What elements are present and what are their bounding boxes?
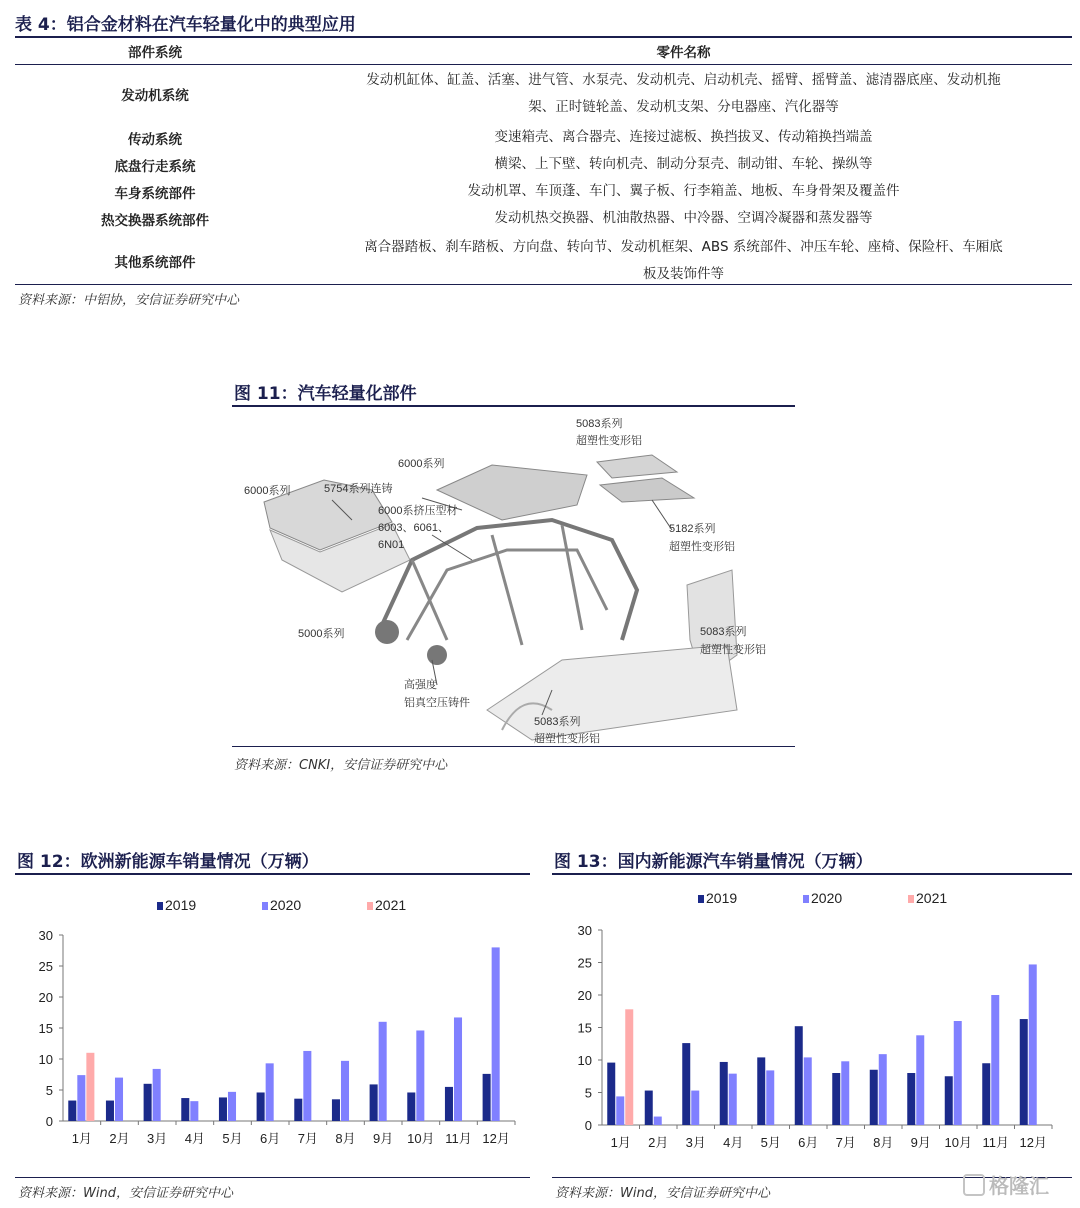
table4-parts: 发动机罩、车顶蓬、车门、翼子板、行李箱盖、地板、车身骨架及覆盖件: [467, 183, 900, 199]
bar-2019: [106, 1101, 114, 1121]
y-tick-label: 30: [577, 923, 592, 938]
legend-label-2020: 2020: [811, 890, 843, 906]
x-tick-label: 4月: [723, 1135, 744, 1150]
label-inner: 5000系列: [298, 628, 345, 640]
label-roof: 6000系列: [398, 458, 445, 470]
label-hood: 6000系列: [244, 485, 291, 497]
y-tick-label: 25: [38, 959, 53, 974]
legend-swatch-2021: [908, 895, 914, 903]
y-tick-label: 25: [577, 955, 592, 971]
table4-parts-line: 板及装饰件等: [643, 266, 724, 282]
bar-2020: [729, 1074, 737, 1125]
bar-2020: [492, 947, 500, 1121]
x-tick-label: 5月: [760, 1135, 781, 1150]
body-frame-line: [412, 560, 447, 640]
bar-2019: [257, 1092, 265, 1121]
bar-2020: [190, 1101, 198, 1121]
bar-2020: [766, 1070, 774, 1125]
table4-source: 资料来源：中铝协，安信证券研究中心: [18, 293, 240, 308]
table4-header-parts: 零件名称: [656, 45, 711, 61]
legend-swatch-2021: [367, 902, 373, 910]
bar-2020: [954, 1021, 962, 1125]
fig12-chart: [15, 880, 530, 1175]
y-tick-label: 30: [38, 928, 53, 943]
fig13-top-rule: [552, 873, 1072, 875]
table4-title: 表 4：铝合金材料在汽车轻量化中的典型应用: [15, 15, 356, 35]
bar-2019: [832, 1073, 840, 1125]
legend-swatch-2020: [262, 902, 268, 910]
wheel-hub-shape: [375, 620, 399, 644]
table-row: [15, 124, 1072, 151]
x-tick-label: 11月: [982, 1135, 1009, 1150]
car-body-illustration: [232, 410, 795, 745]
label-extrude: 6003、6061、: [378, 522, 449, 534]
legend-label-2019: 2019: [165, 897, 197, 913]
label-side: 超塑性变形铝: [534, 733, 600, 745]
x-tick-label: 1月: [610, 1135, 631, 1150]
bar-2019: [870, 1070, 878, 1125]
x-tick-label: 8月: [873, 1135, 894, 1150]
x-tick-label: 3月: [147, 1131, 168, 1146]
y-tick-label: 15: [38, 1021, 53, 1036]
bar-2019: [945, 1076, 953, 1125]
label-fender: 超塑性变形铝: [700, 644, 766, 656]
x-tick-label: 2月: [648, 1135, 669, 1150]
bar-2020: [804, 1057, 812, 1125]
bar-2020: [841, 1061, 849, 1125]
table4-header-row: [15, 38, 1072, 64]
bar-2020: [115, 1078, 123, 1121]
table4-system: 底盘行走系统: [114, 158, 196, 175]
fig11-source: 资料来源：CNKI，安信证券研究中心: [234, 758, 448, 773]
y-tick-label: 0: [584, 1118, 592, 1133]
bar-2020: [916, 1035, 924, 1125]
bar-2019: [219, 1097, 227, 1121]
bar-2019: [645, 1091, 653, 1125]
bar-2019: [407, 1092, 415, 1121]
bar-2020: [616, 1096, 624, 1125]
bar-2019: [607, 1063, 615, 1125]
legend-swatch-2019: [698, 895, 704, 903]
label-extrude: 6000系挤压型材: [378, 505, 458, 517]
bar-2020: [77, 1075, 85, 1121]
roof-shape: [437, 465, 587, 520]
legend-label-2019: 2019: [706, 890, 738, 906]
x-tick-label: 12月: [1019, 1135, 1047, 1150]
bar-2020: [228, 1092, 236, 1121]
trunk-lid-shape: [597, 455, 677, 478]
bar-2019: [757, 1057, 765, 1125]
bar-2019: [370, 1084, 378, 1121]
fig12-top-rule: [15, 873, 530, 875]
x-tick-label: 4月: [184, 1131, 205, 1146]
y-tick-label: 10: [38, 1052, 53, 1067]
legend-label-2020: 2020: [270, 897, 302, 913]
label-side: 5083系列: [534, 716, 581, 728]
bar-2019: [982, 1063, 990, 1125]
bar-2020: [341, 1061, 349, 1121]
bar-2020: [379, 1022, 387, 1121]
table4-parts-line: 架、正时链轮盖、发动机支架、分电器座、汽化器等: [528, 99, 839, 115]
fig11-top-rule: [232, 405, 795, 407]
bar-2020: [303, 1051, 311, 1121]
x-tick-label: 9月: [373, 1131, 394, 1146]
bar-2019: [682, 1043, 690, 1125]
x-tick-label: 11月: [445, 1131, 472, 1146]
x-tick-label: 7月: [835, 1135, 856, 1150]
bar-2019: [1020, 1019, 1028, 1125]
table4-parts-line: 发动机缸体、缸盖、活塞、进气管、水泵壳、发动机壳、启动机壳、摇臂、摇臂盖、滤清器底座、发动机拖: [366, 72, 1001, 88]
table4-parts: [295, 64, 1072, 124]
x-tick-label: 3月: [685, 1135, 706, 1150]
fig12-bottom-rule: [15, 1177, 530, 1178]
bar-2020: [266, 1063, 274, 1121]
x-tick-label: 2月: [109, 1131, 130, 1146]
table-row: [15, 178, 1072, 205]
watermark-icon: [963, 1174, 985, 1196]
fig13-chart: [552, 880, 1072, 1175]
bar-2020: [454, 1017, 462, 1121]
table-row: [15, 205, 1072, 232]
x-tick-label: 5月: [222, 1131, 243, 1146]
x-tick-label: 7月: [297, 1131, 318, 1146]
bar-2019: [144, 1084, 152, 1121]
y-tick-label: 5: [584, 1085, 592, 1101]
table4-parts: 变速箱壳、离合器壳、连接过滤板、换挡拔叉、传动箱换挡端盖: [494, 129, 873, 145]
x-tick-label: 12月: [482, 1131, 510, 1146]
fig11-bottom-rule: [232, 746, 795, 747]
fig11-title: 图 11：汽车轻量化部件: [234, 384, 417, 404]
x-tick-label: 10月: [407, 1131, 435, 1146]
body-frame-line: [562, 525, 582, 630]
bar-2019: [294, 1099, 302, 1121]
bar-2019: [332, 1099, 340, 1121]
label-cast2: 高强度: [404, 679, 437, 691]
fig12-title: 图 12：欧洲新能源车销量情况（万辆）: [17, 852, 319, 872]
legend-label-2021: 2021: [375, 897, 407, 913]
y-tick-label: 0: [45, 1114, 53, 1129]
label-door: 超塑性变形铝: [669, 541, 735, 553]
table4: [15, 38, 1072, 290]
table-row: [15, 232, 1072, 290]
table4-system: 其他系统部件: [114, 255, 196, 271]
bar-2020: [654, 1117, 662, 1125]
table-row: [15, 151, 1072, 178]
bar-2021: [625, 1009, 633, 1125]
bar-2020: [153, 1069, 161, 1121]
x-tick-label: 9月: [910, 1135, 931, 1150]
bar-2021: [86, 1053, 94, 1121]
bar-2019: [907, 1073, 915, 1125]
watermark-text: 格隆汇: [989, 1174, 1049, 1198]
door-panel-shape: [600, 478, 694, 502]
table4-bottom-rule: [15, 284, 1072, 285]
table4-header-system: 部件系统: [128, 45, 182, 61]
fig13-source: 资料来源：Wind，安信证券研究中心: [555, 1186, 770, 1201]
x-tick-label: 1月: [71, 1131, 92, 1146]
label-fender: 5083系列: [700, 626, 747, 638]
table-row: [15, 64, 1072, 124]
bar-2019: [795, 1026, 803, 1125]
bar-2020: [1029, 964, 1037, 1125]
y-tick-label: 5: [45, 1083, 53, 1098]
bar-2019: [720, 1062, 728, 1125]
fig13-title: 图 13：国内新能源汽车销量情况（万辆）: [554, 852, 873, 872]
table4-system: 车身系统部件: [114, 185, 196, 202]
table4-system: 发动机系统: [121, 88, 189, 104]
side-panel-shape: [487, 645, 737, 740]
bar-2020: [691, 1091, 699, 1125]
bar-2019: [68, 1101, 76, 1121]
table4-parts: 横梁、上下壁、转向机壳、制动分泵壳、制动钳、车轮、操纵等: [494, 156, 873, 172]
table4-system: 热交换器系统部件: [101, 212, 209, 229]
y-tick-label: 10: [577, 1053, 592, 1068]
legend-label-2021: 2021: [916, 890, 948, 906]
label-cast: 5754系列连铸: [324, 483, 393, 495]
x-tick-label: 8月: [335, 1131, 356, 1146]
bar-2019: [483, 1074, 491, 1121]
x-tick-label: 6月: [798, 1135, 819, 1150]
y-tick-label: 20: [38, 990, 53, 1005]
watermark-logo: [963, 1170, 1049, 1199]
table4-parts: 发动机热交换器、机油散热器、中冷器、空调冷凝器和蒸发器等: [494, 210, 873, 226]
label-extrude: 6N01: [378, 539, 405, 551]
bar-2019: [445, 1087, 453, 1121]
table4-system: 传动系统: [128, 131, 182, 148]
x-tick-label: 10月: [944, 1135, 972, 1150]
table4-parts: [295, 232, 1072, 290]
table4-parts-line: 离合器踏板、刹车踏板、方向盘、转向节、发动机框架、ABS 系统部件、冲压车轮、座椅、保险杆、车厢底: [364, 239, 1003, 255]
legend-swatch-2019: [157, 902, 163, 910]
fig12-source: 资料来源：Wind，安信证券研究中心: [18, 1186, 233, 1201]
legend-swatch-2020: [803, 895, 809, 903]
y-tick-label: 15: [577, 1020, 592, 1036]
bar-2020: [991, 995, 999, 1125]
wheel-hub-shape: [427, 645, 447, 665]
x-tick-label: 6月: [260, 1131, 281, 1146]
label-door: 5182系列: [669, 523, 716, 535]
y-tick-label: 20: [577, 988, 592, 1003]
bar-2020: [416, 1030, 424, 1121]
label-cast2: 铝真空压铸件: [404, 697, 470, 709]
fig11-image: [232, 410, 795, 745]
label-trunk: 5083系列: [576, 418, 623, 430]
bar-2020: [879, 1054, 887, 1125]
bar-2019: [181, 1098, 189, 1121]
label-trunk: 超塑性变形铝: [576, 435, 642, 447]
